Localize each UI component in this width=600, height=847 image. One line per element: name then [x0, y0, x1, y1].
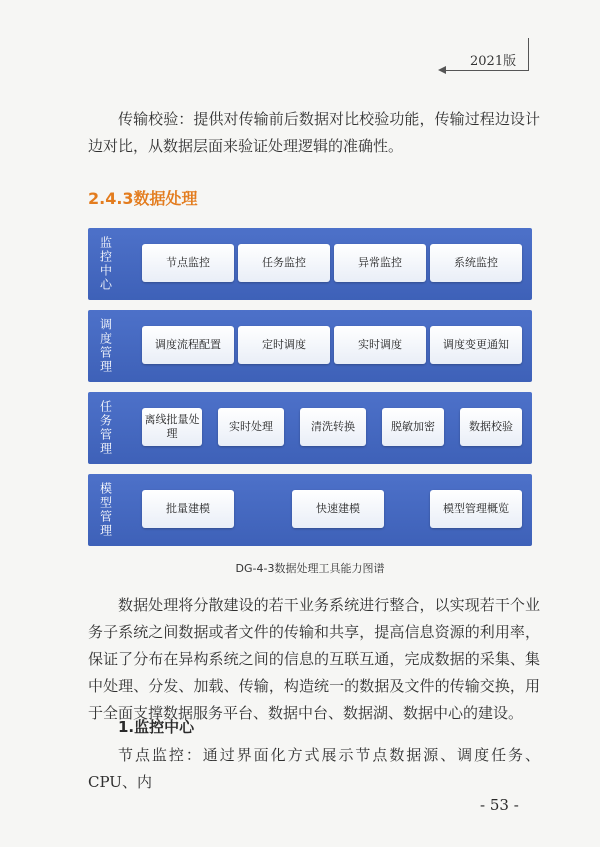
- layer-model-management: [88, 474, 532, 546]
- diagram-box: 异常监控: [334, 244, 426, 282]
- diagram-box: 系统监控: [430, 244, 522, 282]
- diagram-box: 快速建模: [292, 490, 384, 528]
- page-number: - 53 -: [480, 796, 519, 814]
- diagram-box: 实时处理: [218, 408, 284, 446]
- layer-task-management: [88, 392, 532, 464]
- diagram-box: 离线批量处理: [142, 408, 202, 446]
- diagram-box: 任务监控: [238, 244, 330, 282]
- figure-caption: DG-4-3数据处理工具能力图谱: [235, 562, 385, 575]
- diagram-box: 实时调度: [334, 326, 426, 364]
- paragraph-transfer-check: 传输校验：提供对传输前后数据对比校验功能，传输过程边设计边对比，从数据层面来验证处理逻辑的准确性。: [88, 110, 540, 155]
- diagram-box: 批量建模: [142, 490, 234, 528]
- arrow-left-icon: [438, 66, 446, 74]
- diagram-box: 清洗转换: [300, 408, 366, 446]
- diagram-box: 节点监控: [142, 244, 234, 282]
- diagram-box: 定时调度: [238, 326, 330, 364]
- diagram-box: 调度流程配置: [142, 326, 234, 364]
- layer-schedule-management: [88, 310, 532, 382]
- paragraph-data-processing: 数据处理将分散建设的若干业务系统进行整合，以实现若干个业务子系统之间数据或者文件的传输和共享，提高信息资源的利用率，保证了分布在异构系统之间的信息的互联互通，完成数据的采集、集中处理、分发、加载、传输，构造统一的数据及文件的传输交换，用于全面支撑数据服务平台、数据中台、数据湖、数据中心的建设。: [88, 596, 540, 722]
- layer-monitoring-center: [88, 228, 532, 300]
- layer-label: 任务管理: [98, 400, 113, 456]
- diagram-box: 调度变更通知: [430, 326, 522, 364]
- corner-line-horizontal: [440, 70, 528, 71]
- diagram-box: 模型管理概览: [430, 490, 522, 528]
- sub-title: 1.监控中心: [118, 718, 195, 736]
- corner-line-vertical: [528, 38, 529, 71]
- diagram-box: 数据校验: [460, 408, 522, 446]
- paragraph-node-monitoring: 节点监控：通过界面化方式展示节点数据源、调度任务、CPU、内: [88, 746, 540, 791]
- year-tag: 2021版: [470, 54, 517, 69]
- section-title: 2.4.3数据处理: [88, 189, 198, 208]
- layer-label: 模型管理: [98, 482, 113, 538]
- layer-label: 监控中心: [98, 236, 113, 292]
- diagram-box: 脱敏加密: [382, 408, 444, 446]
- layer-label: 调度管理: [98, 318, 113, 374]
